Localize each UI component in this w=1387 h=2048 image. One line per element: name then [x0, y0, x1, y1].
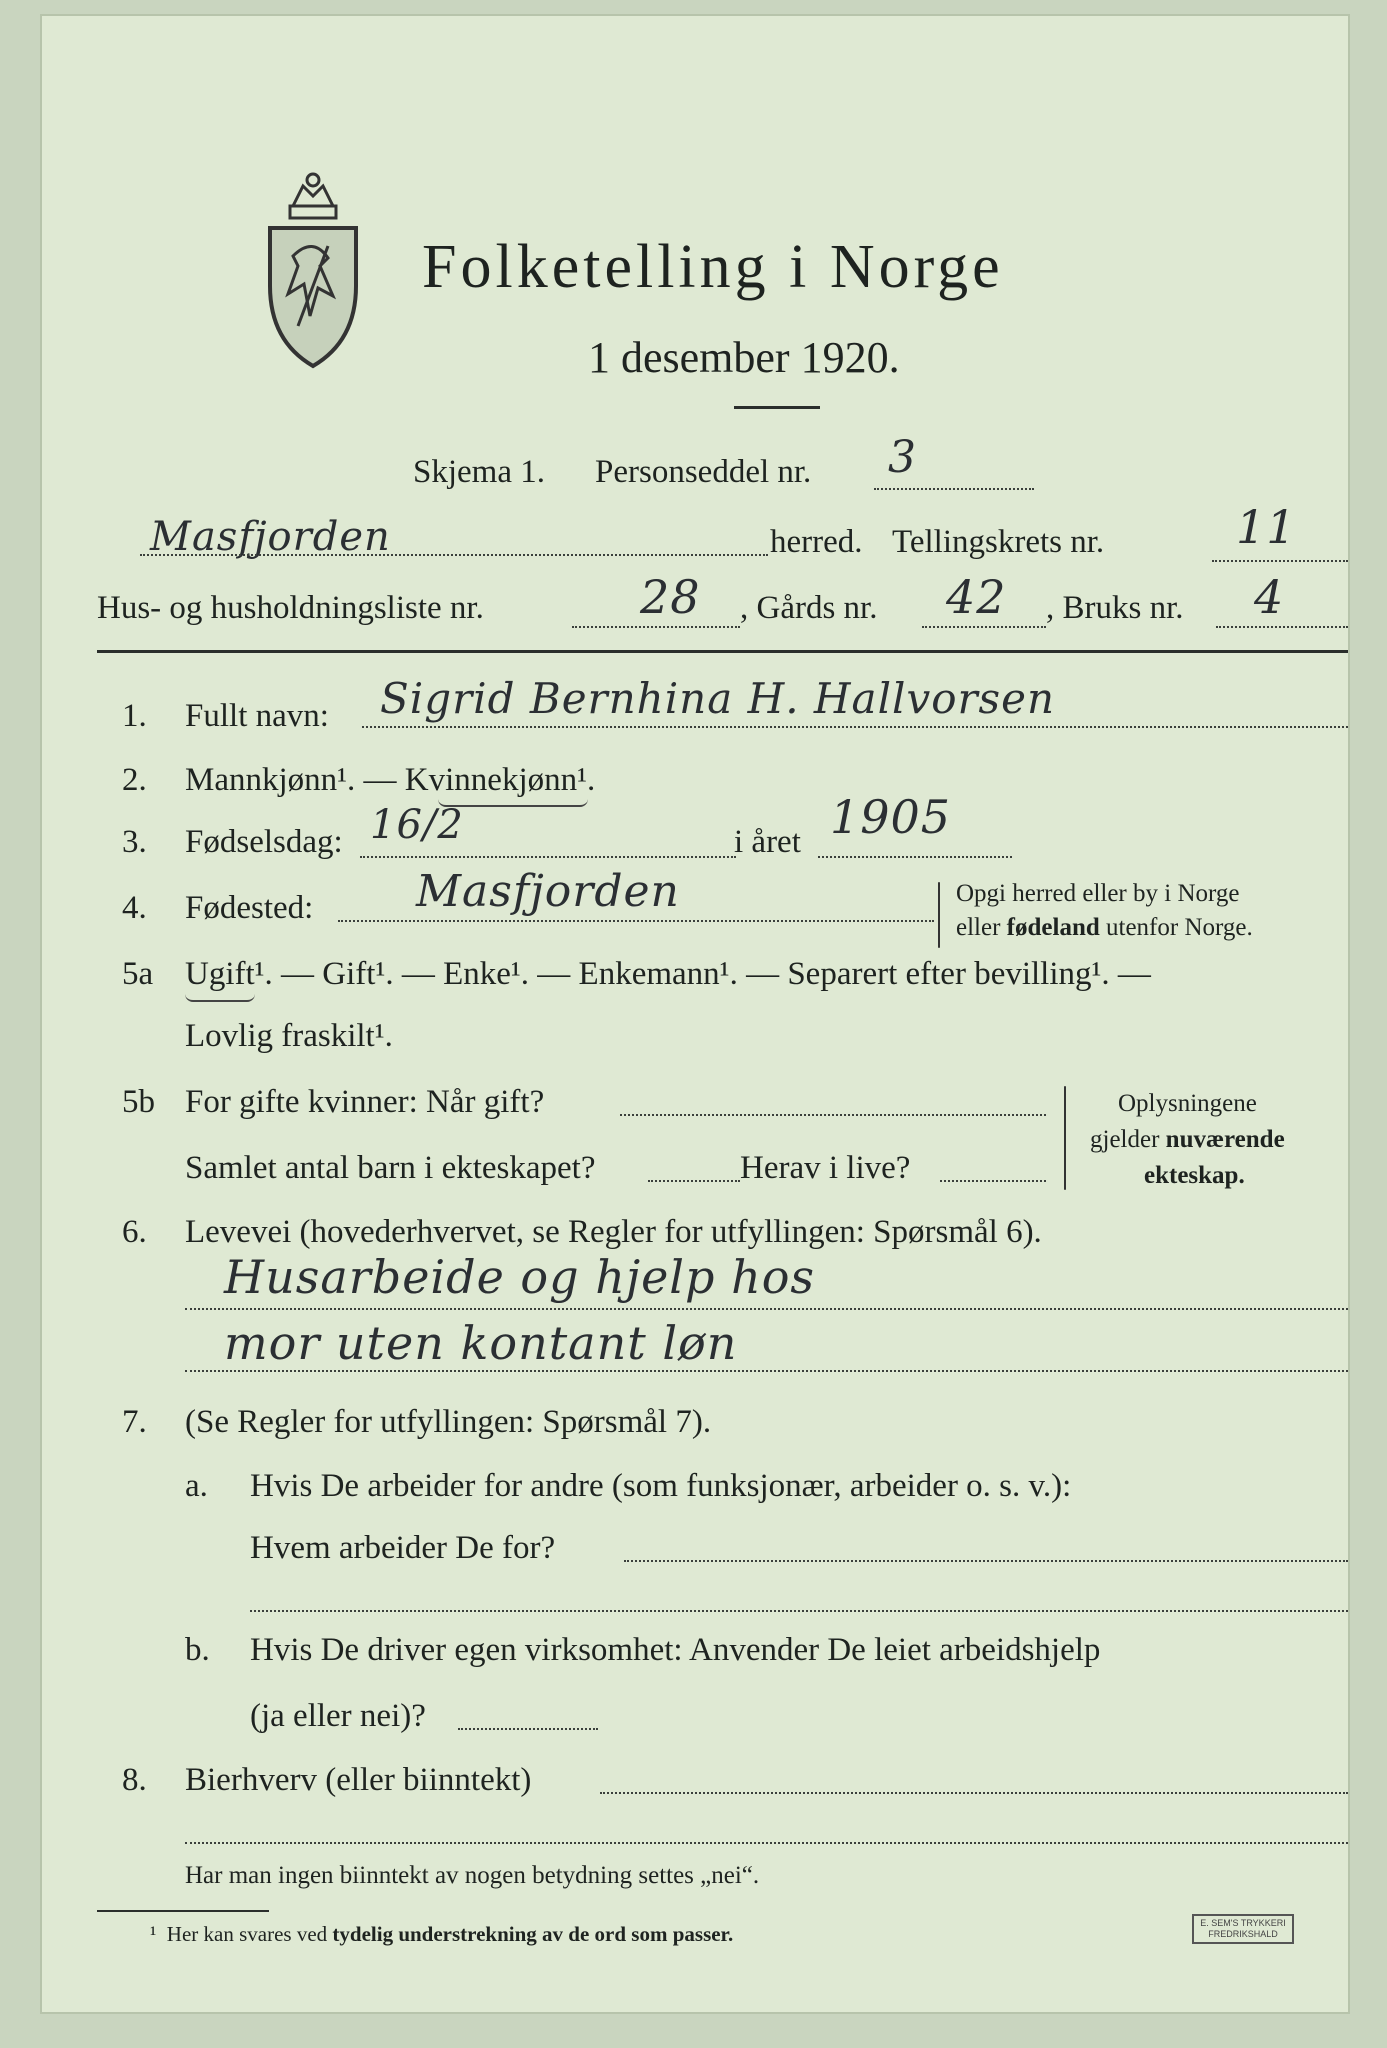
q8-number: 8.	[122, 1762, 147, 1798]
q4-note-line1: Opgi herred eller by i Norge	[956, 880, 1240, 907]
husliste-value[interactable]: 28	[640, 570, 701, 624]
marital-status-options[interactable]: Ugift¹. — Gift¹. — Enke¹. — Enkemann¹. — Separert efter bevilling¹. —	[185, 956, 1151, 992]
herred-value[interactable]: Masfjorden	[150, 514, 391, 560]
occupation-line2	[185, 1370, 1348, 1372]
header-rule	[97, 650, 1348, 653]
q5b-brace	[1064, 1086, 1066, 1190]
herred-label: herred.	[770, 524, 863, 560]
gards-line	[922, 626, 1046, 628]
q4-label: Fødested:	[185, 890, 314, 926]
q7-number: 7.	[122, 1404, 147, 1440]
occupation-value-line2[interactable]: mor uten kontant løn	[224, 1316, 738, 1370]
bruks-label: , Bruks nr.	[1046, 590, 1184, 626]
q4-number: 4.	[122, 890, 147, 926]
birth-year-value[interactable]: 1905	[830, 790, 952, 844]
q5b-note-line3: ekteskap.	[1144, 1162, 1245, 1189]
q2-number: 2.	[122, 762, 147, 798]
q1-number: 1.	[122, 698, 147, 734]
children-line[interactable]	[648, 1180, 740, 1182]
q8-label: Bierhverv (eller biinntekt)	[185, 1762, 532, 1798]
marital-status-options-2[interactable]: Lovlig fraskilt¹.	[185, 1018, 393, 1054]
ugift-underline	[185, 994, 255, 1002]
q6-number: 6.	[122, 1214, 147, 1250]
personseddel-value[interactable]: 3	[888, 432, 917, 483]
full-name-value[interactable]: Sigrid Bernhina H. Hallvorsen	[380, 674, 1056, 723]
schema-label: Skjema 1.	[413, 454, 545, 490]
hired-help-line[interactable]	[458, 1728, 598, 1730]
q7a-number: a.	[185, 1468, 208, 1504]
q7a-employer-label: Hvem arbeider De for?	[250, 1530, 556, 1566]
page-title: Folketelling i Norge	[422, 233, 1004, 301]
no-income-note: Har man ingen biinntekt av nogen betydning settes „nei“.	[185, 1862, 760, 1889]
birthday-line	[360, 856, 736, 858]
alive-line[interactable]	[940, 1180, 1046, 1182]
q3-number: 3.	[122, 824, 147, 860]
bruks-value[interactable]: 4	[1254, 570, 1285, 624]
bruks-line	[1216, 626, 1348, 628]
husliste-line	[572, 626, 740, 628]
q4-note-line2: eller fødeland utenfor Norge.	[956, 914, 1253, 941]
q5b-number: 5b	[122, 1084, 155, 1120]
q4-brace	[938, 882, 940, 948]
q7a-label: Hvis De arbeider for andre (som funksjonær, arbeider o. s. v.):	[250, 1468, 1072, 1504]
footnote-rule	[97, 1910, 269, 1912]
sex-options[interactable]: Mannkjønn¹. — Kvinnekjønn¹.	[185, 762, 596, 798]
full-name-line	[362, 726, 1348, 728]
tellingskrets-line	[1212, 560, 1348, 562]
employer-line-2[interactable]	[250, 1610, 1348, 1612]
q6-label: Levevei (hovederhvervet, se Regler for utfyllingen: Spørsmål 6).	[185, 1214, 1042, 1250]
personseddel-label: Personseddel nr.	[595, 454, 812, 490]
q5a-number: 5a	[122, 956, 154, 992]
gards-label: , Gårds nr.	[740, 590, 878, 626]
census-date: 1 desember 1920.	[588, 333, 900, 382]
q1-label: Fullt navn:	[185, 698, 329, 734]
birthplace-value[interactable]: Masfjorden	[416, 866, 680, 917]
q5b-alive-label: Herav i live?	[740, 1150, 911, 1186]
personseddel-line	[874, 488, 1034, 490]
married-when-line[interactable]	[620, 1114, 1046, 1116]
occupation-value-line1[interactable]: Husarbeide og hjelp hos	[224, 1250, 816, 1304]
footnote: ¹ Her kan svares ved tydelig understrekning av de ord som passer.	[150, 1922, 734, 1946]
occupation-line1	[185, 1308, 1348, 1310]
tellingskrets-value[interactable]: 11	[1236, 500, 1297, 554]
q3-year-label: i året	[734, 824, 801, 860]
employer-line[interactable]	[624, 1560, 1348, 1562]
q7b-number: b.	[185, 1632, 210, 1668]
gards-value[interactable]: 42	[946, 570, 1007, 624]
printer-stamp: E. SEM'S TRYKKERI FREDRIKSHALD	[1192, 1914, 1294, 1944]
birth-year-line	[818, 856, 1012, 858]
q5b-label: For gifte kvinner: Når gift?	[185, 1084, 545, 1120]
census-form	[40, 14, 1350, 2014]
q5b-note-line2: gjelder nuværende	[1090, 1126, 1285, 1153]
q5b-children-label: Samlet antal barn i ekteskapet?	[185, 1150, 596, 1186]
birthplace-line	[338, 920, 934, 922]
tellingskrets-label: Tellingskrets nr.	[892, 524, 1105, 560]
side-income-line-2[interactable]	[185, 1842, 1348, 1844]
side-income-line[interactable]	[600, 1792, 1348, 1794]
herred-line	[140, 554, 768, 556]
q3-label: Fødselsdag:	[185, 824, 343, 860]
coat-of-arms-icon	[258, 166, 368, 376]
husliste-label: Hus- og husholdningsliste nr.	[97, 590, 484, 626]
title-divider	[734, 406, 820, 409]
q7-label: (Se Regler for utfyllingen: Spørsmål 7).	[185, 1404, 712, 1440]
q7b-yesno-label: (ja eller nei)?	[250, 1698, 426, 1734]
q5b-note-line1: Oplysningene	[1118, 1090, 1257, 1117]
birthday-value[interactable]: 16/2	[370, 802, 464, 848]
q7b-label: Hvis De driver egen virksomhet: Anvender De leiet arbeidshjelp	[250, 1632, 1101, 1668]
